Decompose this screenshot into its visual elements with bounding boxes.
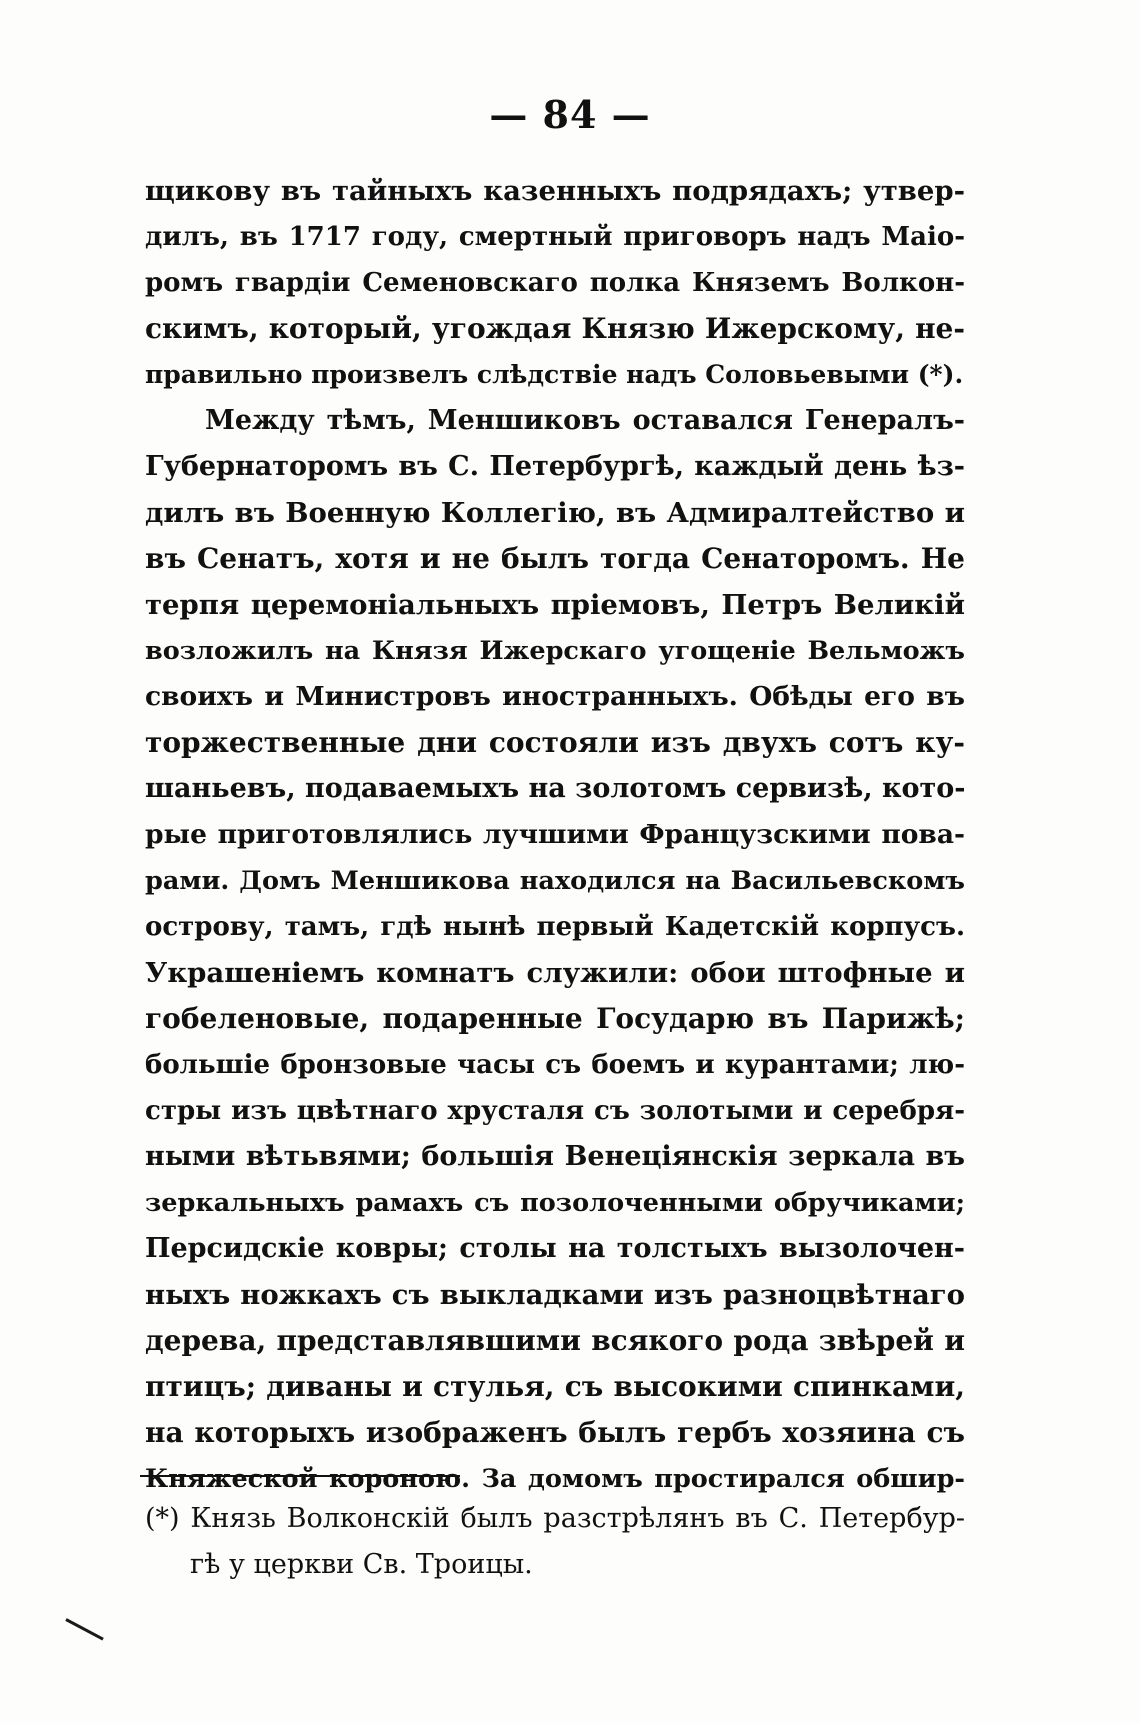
text-line: торжественные дни состояли изъ двухъ сотъ ку- [145, 726, 965, 759]
text-line: дерева, представлявшими всякого рода звѣрей и [145, 1324, 965, 1357]
text-line: возложилъ на Князя Ижерскаго угощеніе Вельможъ [145, 636, 965, 666]
text-line: щикову въ тайныхъ казенныхъ подрядахъ; утвер- [145, 175, 965, 207]
text-line: своихъ и Министровъ иностранныхъ. Обѣды его въ [145, 681, 965, 712]
text-line: острову, тамъ, гдѣ нынѣ первый Кадетскій корпусъ. [145, 912, 965, 942]
text-line: стры изъ цвѣтнаго хрусталя съ золотыми и серебря- [145, 1096, 965, 1126]
footnote [145, 1496, 965, 1588]
text-line: зеркальныхъ рамахъ съ позолоченными обручиками; [145, 1188, 965, 1218]
text-line: Персидскіе ковры; столы на толстыхъ вызолочен- [145, 1233, 965, 1264]
footnote-line: (*) Князь Волконскій былъ разстрѣлянъ въ С. Петербур- [145, 1503, 965, 1534]
text-line: ными вѣтьвями; большія Венеціянскія зеркала въ [145, 1141, 965, 1172]
main-text [145, 168, 965, 1502]
text-line: Украшеніемъ комнатъ служили: обои штофные и [145, 957, 965, 989]
text-line: шаньевъ, подаваемыхъ на золотомъ сервизѣ, кото- [145, 773, 966, 804]
page-number: — 84 — [489, 92, 651, 137]
text-line: птицъ; диваны и стулья, съ высокими спинками, [145, 1370, 965, 1403]
text-line: рами. Домъ Меншикова находился на Васильевскомъ [145, 866, 965, 896]
text-line: дилъ, въ 1717 году, смертный приговоръ надъ Маіо- [145, 222, 965, 252]
paragraph [145, 168, 965, 398]
text-line: рые приготовлялись лучшими Французскими пова- [145, 819, 965, 850]
text-line: терпя церемоніальныхъ пріемовъ, Петръ Великій [145, 589, 965, 621]
text-line: дилъ въ Военную Коллегію, въ Адмиралтейство и [145, 497, 965, 529]
text-line: Между тѣмъ, Меншиковъ оставался Генералъ- [205, 405, 965, 436]
text-line: правильно произвелъ слѣдствіе надъ Соловьевыми (*). [145, 360, 964, 389]
text-line: большіе бронзовые часы съ боемъ и курантами; лю- [145, 1050, 965, 1080]
footnote-divider [140, 1475, 460, 1477]
text-line: Княжеской короною. За домомъ простирался обшир- [145, 1464, 965, 1494]
footnote-line: гѣ у церкви Св. Троицы. [190, 1549, 533, 1580]
paragraph [145, 398, 965, 1502]
ink-smudge [65, 1618, 103, 1640]
text-line: Губернаторомъ въ С. Петербургѣ, каждый день ѣз- [145, 451, 965, 482]
text-line: въ Сенатъ, хотя и не былъ тогда Сенаторомъ. Не [145, 542, 965, 575]
text-line: ромъ гвардіи Семеновскаго полка Княземъ Волкон- [145, 268, 965, 298]
text-line: гобеленовые, подаренные Государю въ Парижѣ; [145, 1002, 965, 1035]
text-line: скимъ, который, угождая Князю Ижерскому, не- [145, 312, 965, 345]
text-line: ныхъ ножкахъ съ выкладками изъ разноцвѣтнаго [145, 1279, 965, 1311]
text-line: на которыхъ изображенъ былъ гербъ хозяина съ [145, 1416, 965, 1449]
